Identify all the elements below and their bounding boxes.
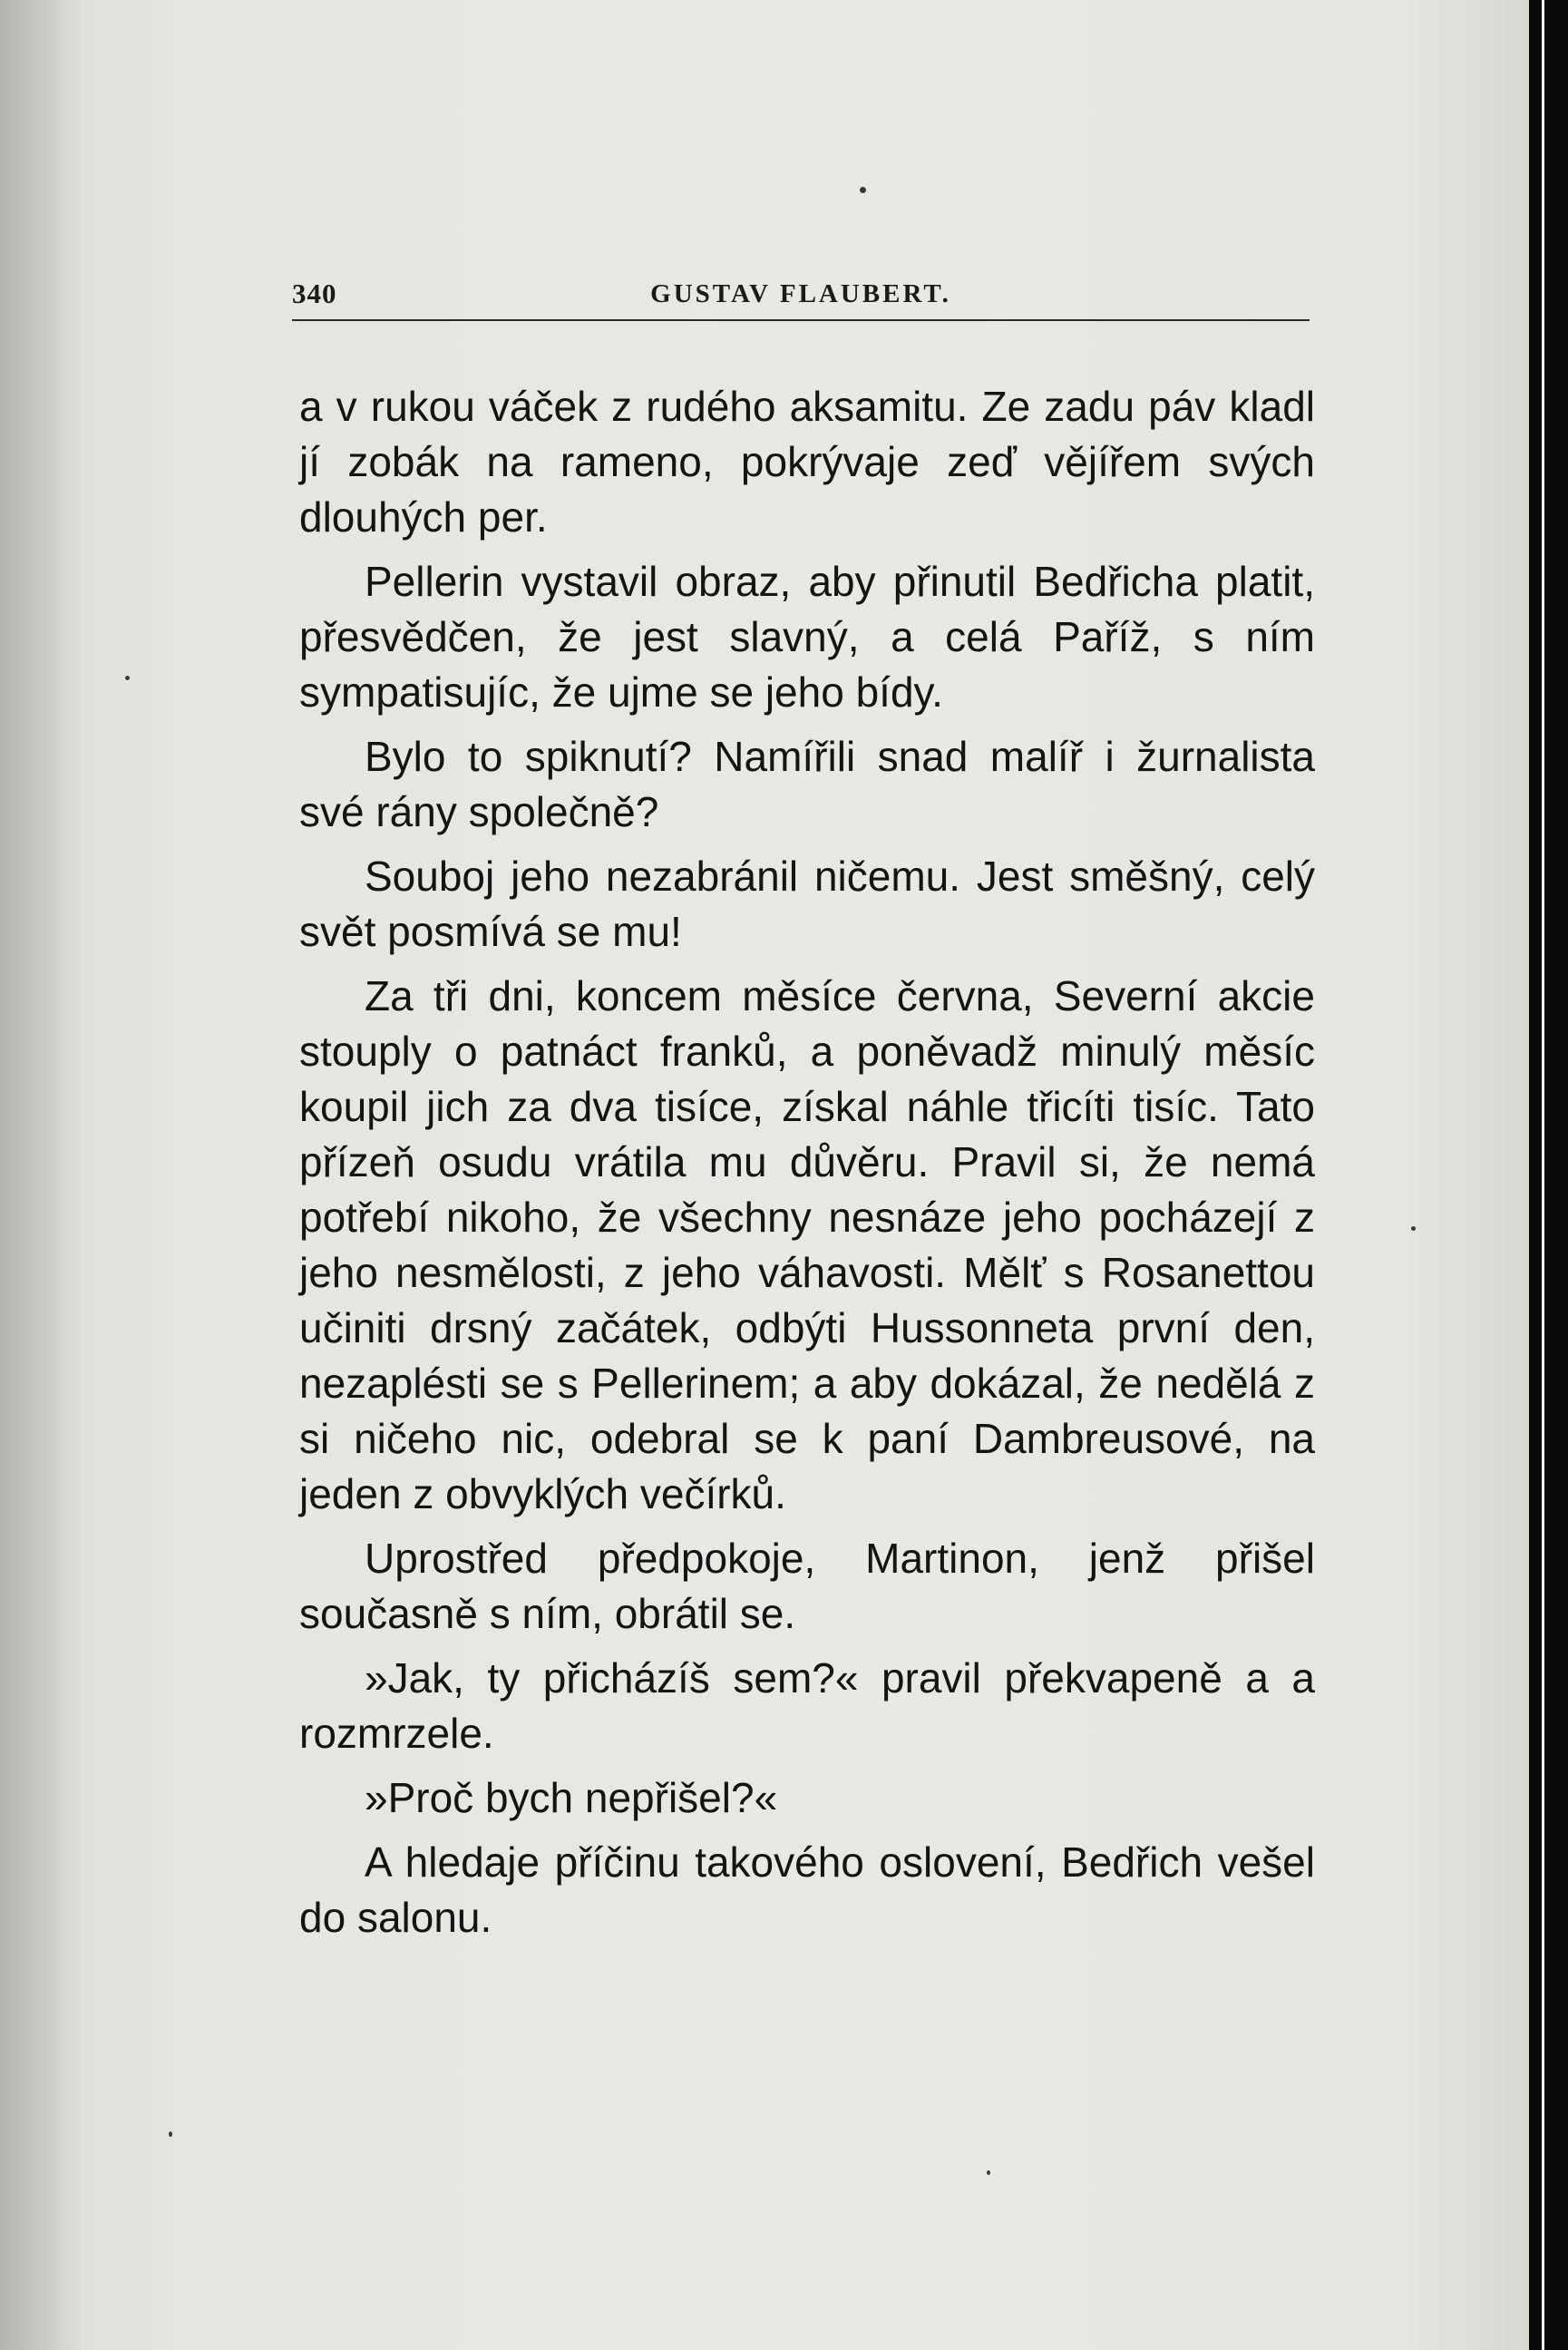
paragraph: Za tři dni, koncem měsíce června, Severní akcie stouply o patnáct franků, a poněvadž minulý měsíc koupil jich za dva tisíce, získal náhle třicíti tisíc. Tato přízeň osudu vrátila mu důvěru. Pravil si, že nemá potřebí nikoho, že všechny nesnáze jeho pocházejí z jeho nesmělosti, z jeho váhavosti. Mělť s Rosanettou učiniti drsný začátek, odbýti Hussonneta první den, nezaplésti se s Pellerinem; a aby dokázal, že nedělá z si ničeho nic, odebral se k paní Dambreusové, na jeden z obvyklých večírků. — [299, 972, 1315, 1517]
gutter-shadow — [0, 0, 82, 2350]
scan-speck — [125, 676, 130, 680]
scan-speck — [169, 2131, 172, 2137]
scan-speck — [987, 2170, 990, 2175]
scan-speck — [860, 187, 866, 193]
paragraph: A hledaje příčinu takového oslovení, Bedřich vešel do salonu. — [299, 1838, 1315, 1941]
dialogue-paragraph: »Proč bych nepřišel?« — [365, 1774, 778, 1821]
paragraph-continuation: a v rukou váček z rudého aksamitu. Ze zadu páv kladl jí zobák na rameno, pokrývaje zeď vějířem svých dlouhých per. — [299, 383, 1315, 541]
paragraph: Souboj jeho nezabránil ničemu. Jest směšný, celý svět posmívá se mu! — [299, 853, 1315, 955]
body-text — [299, 379, 1315, 1945]
header-rule — [292, 319, 1310, 321]
scan-speck — [1411, 1226, 1416, 1231]
paragraph: Uprostřed předpokoje, Martinon, jenž přišel současně s ním, obrátil se. — [299, 1535, 1315, 1637]
scan-border — [1529, 0, 1568, 2350]
page-number: 340 — [292, 278, 337, 309]
paragraph: Bylo to spiknutí? Namířili snad malíř i žurnalista své rány společně? — [299, 733, 1315, 835]
dialogue-paragraph: »Jak, ty přicházíš sem?« pravil překvapeně a a rozmrzele. — [299, 1654, 1315, 1757]
page-header — [292, 272, 1310, 317]
page-edge-line — [1542, 0, 1544, 2350]
paragraph: Pellerin vystavil obraz, aby přinutil Bedřicha platit, přesvědčen, že jest slavný, a celá Paříž, s ním sympatisujíc, že ujme se jeho bídy. — [299, 558, 1315, 716]
running-head: GUSTAV FLAUBERT. — [650, 279, 951, 308]
